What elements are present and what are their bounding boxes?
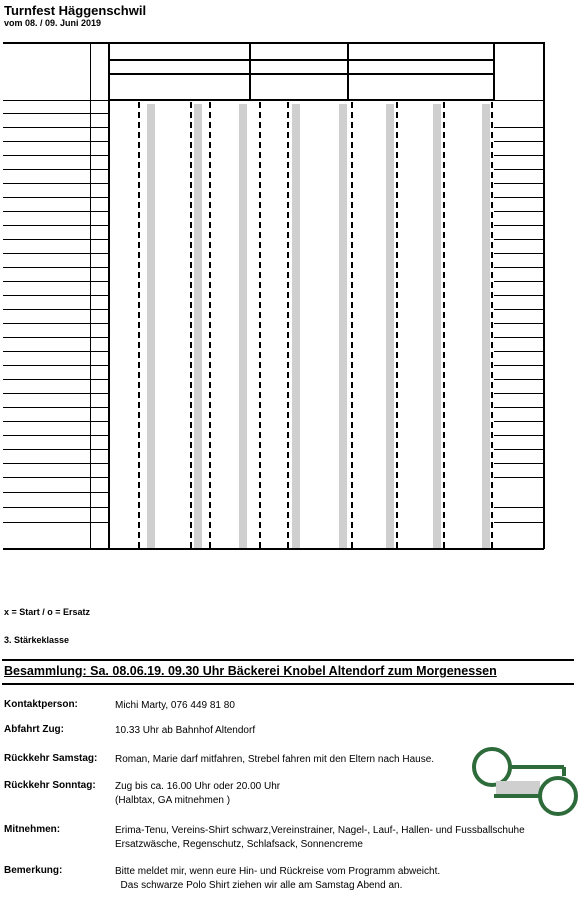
- info-value: 10.33 Uhr ab Bahnhof Altendorf: [115, 725, 256, 736]
- info-value: Bitte meldet mir, wenn eure Hin- und Rückreise vom Programm abweicht.: [115, 866, 441, 877]
- legend-text: x = Start / o = Ersatz: [4, 607, 91, 617]
- info-label: Rückkehr Samstag:: [4, 753, 98, 764]
- info-value: Ersatzwäsche, Regenschutz, Schlafsack, Sonnencreme: [115, 839, 363, 850]
- info-value: Erima-Tenu, Vereins-Shirt schwarz,Vereinstrainer, Nagel-, Lauf-, Hallen- und Fussballschuhe: [115, 825, 525, 836]
- info-value: Das schwarze Polo Shirt ziehen wir alle am Samstag Abend an.: [115, 880, 403, 891]
- info-label: Kontaktperson:: [4, 699, 78, 710]
- info-label: Rückkehr Sonntag:: [4, 780, 96, 791]
- info-label: Abfahrt Zug:: [4, 724, 64, 735]
- info-value: (Halbtax, GA mitnehmen ): [115, 795, 231, 806]
- info-label: Mitnehmen:: [4, 824, 61, 835]
- page-subtitle: vom 08. / 09. Juni 2019: [4, 18, 102, 28]
- info-value: Roman, Marie darf mitfahren, Strebel fahren mit den Eltern nach Hause.: [115, 754, 435, 765]
- info-label: Bemerkung:: [4, 865, 63, 876]
- info-value: Michi Marty, 076 449 81 80: [115, 700, 235, 711]
- class-label: 3. Stärkeklasse: [4, 635, 70, 645]
- page-title: Turnfest Häggenschwil: [4, 3, 147, 18]
- besammlung-banner: Besammlung: Sa. 08.06.19. 09.30 Uhr Bäckerei Knobel Altendorf zum Morgenessen: [4, 664, 497, 678]
- toggle-logo-icon: [470, 740, 578, 818]
- info-value: Zug bis ca. 16.00 Uhr oder 20.00 Uhr: [115, 781, 281, 792]
